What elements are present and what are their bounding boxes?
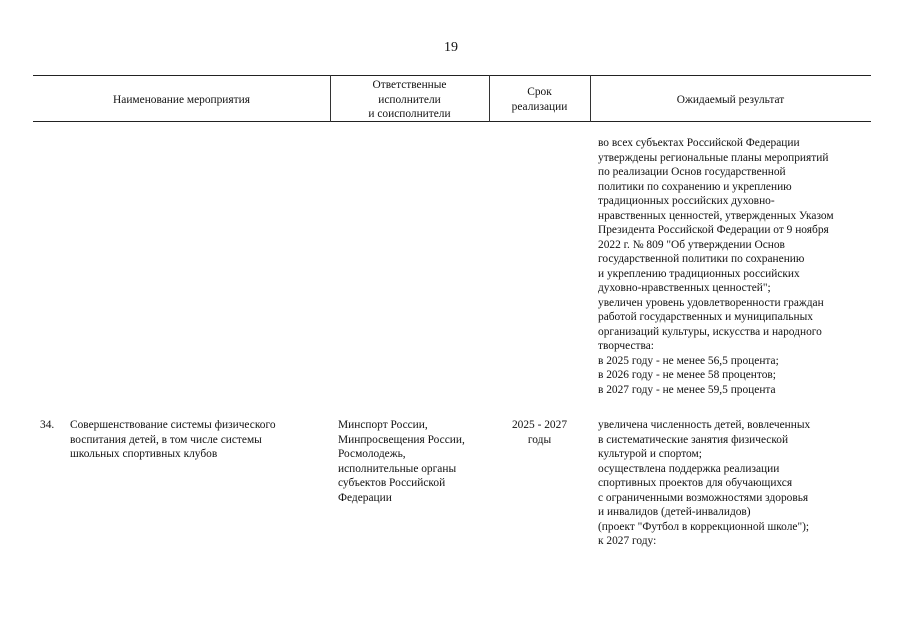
page-number: 19 (444, 40, 458, 55)
table-top-rule (33, 75, 871, 76)
header-responsible: Ответственные исполнители и соисполнители (368, 79, 451, 120)
row-responsible-cell: Минспорт России, Минпросвещения России, Росмолодежь, исполнительные органы субъектов Российской Федерации (338, 419, 465, 504)
row-term-cell: 2025 - 2027 годы (511, 419, 568, 446)
continued-result-cell: во всех субъектах Российской Федерации утверждены региональные планы мероприятий по реализации Основ государственной политики по сохранению и укреплению традиционных российских духовно- нравственных ценностей, утвержденных Указом Президента Российской Федерации от 9 ноября 2022 г. № 809 "Об утверждении Основ государственной политики по сохранению и укреплению традиционных российских духовно-нравственных ценностей"; увеличен уровень удовлетворенности граждан работой государственных и муниципальных организаций культуры, искусства и народного творчества: в 2025 году - не менее 56,5 процента; в 2026 году - не менее 58 процентов; в 2027 году - не менее 59,5 процента (598, 137, 834, 396)
row-result-cell: увеличена численность детей, вовлеченных в систематические занятия физической культурой и спортом; осуществлена поддержка реализации спортивных проектов для обучающихся с ограниченными возможностями здоровья и инвалидов (детей-инвалидов) (проект "Футбол в коррекционной школе"); к 2027 году: (598, 419, 811, 547)
header-term: Срок реализации (511, 86, 568, 113)
header-name: Наименование мероприятия (113, 94, 250, 106)
row-number: 34. (40, 419, 55, 431)
header-result: Ожидаемый результат (676, 94, 785, 106)
row-name-cell: Совершенствование системы физического воспитания детей, в том числе системы школьных спортивных клубов (70, 419, 276, 460)
